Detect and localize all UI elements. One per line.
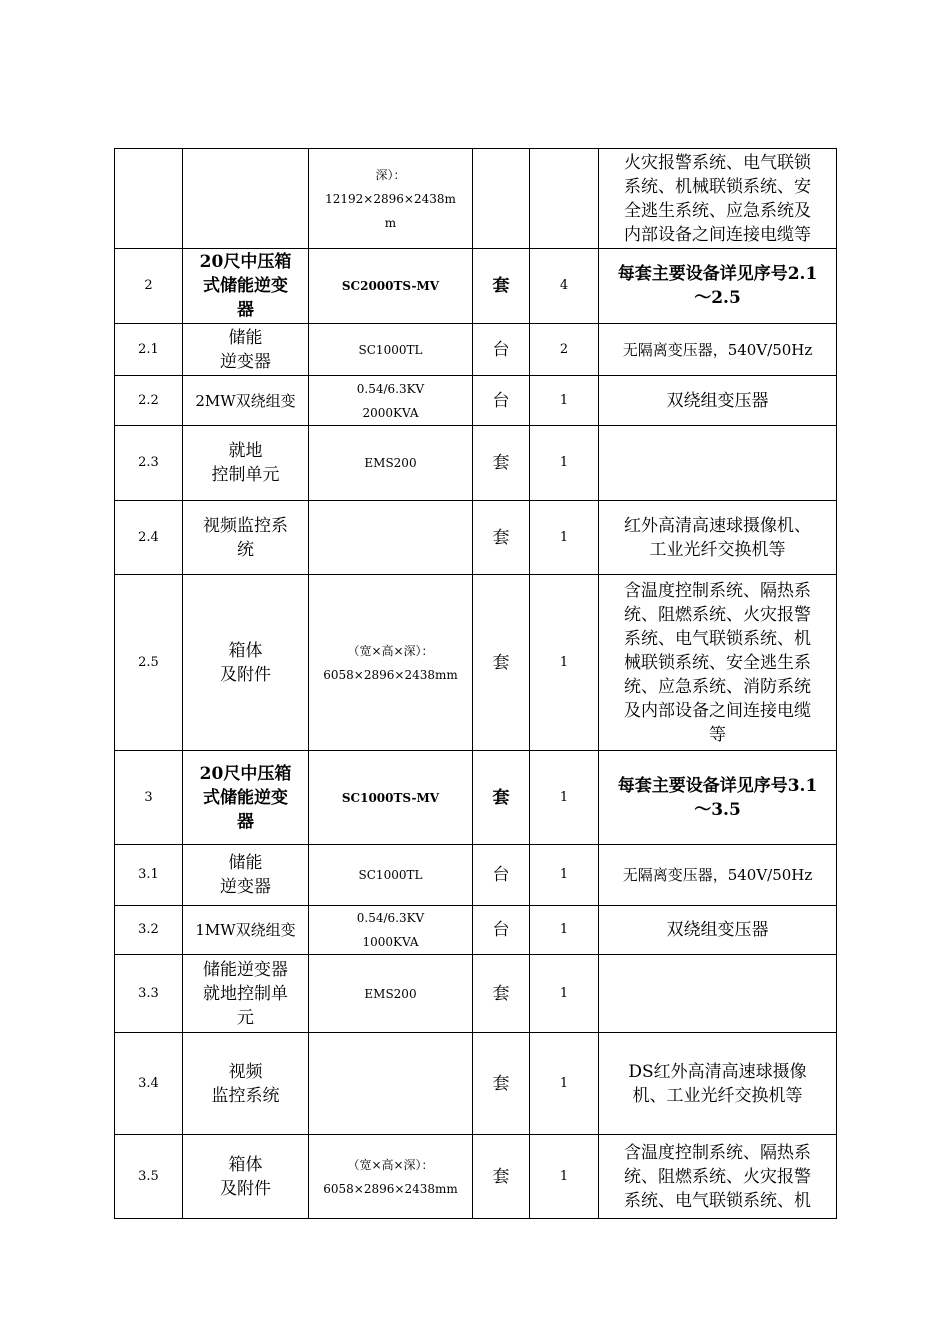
cell-unit: 台 (473, 845, 530, 906)
cell-model: （宽×高×深）： 6058×2896×2438mm (309, 1135, 473, 1219)
cell-name: 箱体 及附件 (183, 1135, 309, 1219)
cell-desc: DS红外高清高速球摄像 机、工业光纤交换机等 (599, 1033, 837, 1135)
cell-desc: 无隔离变压器，540V/50Hz (599, 324, 837, 376)
cell-no: 3 (115, 751, 183, 845)
cell-desc: 火灾报警系统、电气联锁 系统、机械联锁系统、安 全逃生系统、应急系统及 内部设备之间连接电缆等 (599, 149, 837, 249)
table-row (115, 1135, 837, 1219)
cell-unit (473, 149, 530, 249)
cell-unit: 台 (473, 906, 530, 955)
cell-qty: 1 (530, 1033, 599, 1135)
cell-no: 2.1 (115, 324, 183, 376)
cell-name: 20尺中压箱 式储能逆变 器 (183, 249, 309, 324)
cell-no: 2 (115, 249, 183, 324)
cell-name: 20尺中压箱 式储能逆变 器 (183, 751, 309, 845)
cell-model: 深）： 12192×2896×2438m m (309, 149, 473, 249)
cell-model: 0.54/6.3KV 2000KVA (309, 376, 473, 426)
cell-no: 2.5 (115, 575, 183, 751)
cell-name: 就地 控制单元 (183, 426, 309, 501)
cell-model: SC2000TS-MV (309, 249, 473, 324)
cell-desc: 含温度控制系统、隔热系 统、阻燃系统、火灾报警 系统、电气联锁系统、机 (599, 1135, 837, 1219)
cell-name (183, 149, 309, 249)
cell-name: 储能 逆变器 (183, 845, 309, 906)
table-row (115, 426, 837, 501)
cell-qty: 1 (530, 845, 599, 906)
cell-desc: 红外高清高速球摄像机、 工业光纤交换机等 (599, 501, 837, 575)
cell-name: 储能 逆变器 (183, 324, 309, 376)
cell-qty: 2 (530, 324, 599, 376)
cell-name: 2MW双绕组变 (183, 376, 309, 426)
table-row (115, 575, 837, 751)
cell-desc: 无隔离变压器，540V/50Hz (599, 845, 837, 906)
cell-unit: 套 (473, 501, 530, 575)
table-row (115, 324, 837, 376)
cell-model: 0.54/6.3KV 1000KVA (309, 906, 473, 955)
cell-name: 视频监控系 统 (183, 501, 309, 575)
cell-name: 箱体 及附件 (183, 575, 309, 751)
cell-no: 3.3 (115, 955, 183, 1033)
table-row (115, 376, 837, 426)
cell-model: EMS200 (309, 955, 473, 1033)
cell-unit: 台 (473, 376, 530, 426)
cell-model: （宽×高×深）： 6058×2896×2438mm (309, 575, 473, 751)
cell-qty: 1 (530, 906, 599, 955)
cell-name: 视频 监控系统 (183, 1033, 309, 1135)
cell-no: 3.4 (115, 1033, 183, 1135)
cell-no: 2.4 (115, 501, 183, 575)
table-row (115, 249, 837, 324)
cell-name: 储能逆变器 就地控制单 元 (183, 955, 309, 1033)
cell-desc (599, 955, 837, 1033)
cell-qty: 1 (530, 426, 599, 501)
table-row (115, 751, 837, 845)
cell-qty: 1 (530, 501, 599, 575)
cell-qty: 1 (530, 575, 599, 751)
cell-qty (530, 149, 599, 249)
cell-desc: 含温度控制系统、隔热系 统、阻燃系统、火灾报警 系统、电气联锁系统、机 械联锁系统、安全逃生系 统、应急系统、消防系统 及内部设备之间连接电缆 等 (599, 575, 837, 751)
cell-desc: 每套主要设备详见序号2.1 ～2.5 (599, 249, 837, 324)
cell-no: 2.2 (115, 376, 183, 426)
cell-model: SC1000TS-MV (309, 751, 473, 845)
cell-unit: 套 (473, 575, 530, 751)
cell-model (309, 1033, 473, 1135)
cell-qty: 1 (530, 1135, 599, 1219)
table-row (115, 149, 837, 249)
cell-no: 3.5 (115, 1135, 183, 1219)
cell-model (309, 501, 473, 575)
cell-desc (599, 426, 837, 501)
cell-unit: 套 (473, 1033, 530, 1135)
cell-no (115, 149, 183, 249)
cell-desc: 双绕组变压器 (599, 906, 837, 955)
cell-name: 1MW双绕组变 (183, 906, 309, 955)
cell-no: 3.1 (115, 845, 183, 906)
cell-qty: 1 (530, 376, 599, 426)
cell-unit: 套 (473, 751, 530, 845)
cell-model: SC1000TL (309, 845, 473, 906)
cell-unit: 套 (473, 1135, 530, 1219)
table-row (115, 906, 837, 955)
cell-desc: 双绕组变压器 (599, 376, 837, 426)
cell-qty: 1 (530, 751, 599, 845)
table-row (115, 501, 837, 575)
cell-model: SC1000TL (309, 324, 473, 376)
cell-unit: 套 (473, 249, 530, 324)
cell-qty: 4 (530, 249, 599, 324)
cell-no: 3.2 (115, 906, 183, 955)
cell-qty: 1 (530, 955, 599, 1033)
equipment-table (114, 148, 837, 1219)
table-row (115, 845, 837, 906)
cell-unit: 台 (473, 324, 530, 376)
cell-model: EMS200 (309, 426, 473, 501)
cell-desc: 每套主要设备详见序号3.1 ～3.5 (599, 751, 837, 845)
cell-unit: 套 (473, 426, 530, 501)
table-row (115, 955, 837, 1033)
cell-no: 2.3 (115, 426, 183, 501)
table-row (115, 1033, 837, 1135)
cell-unit: 套 (473, 955, 530, 1033)
